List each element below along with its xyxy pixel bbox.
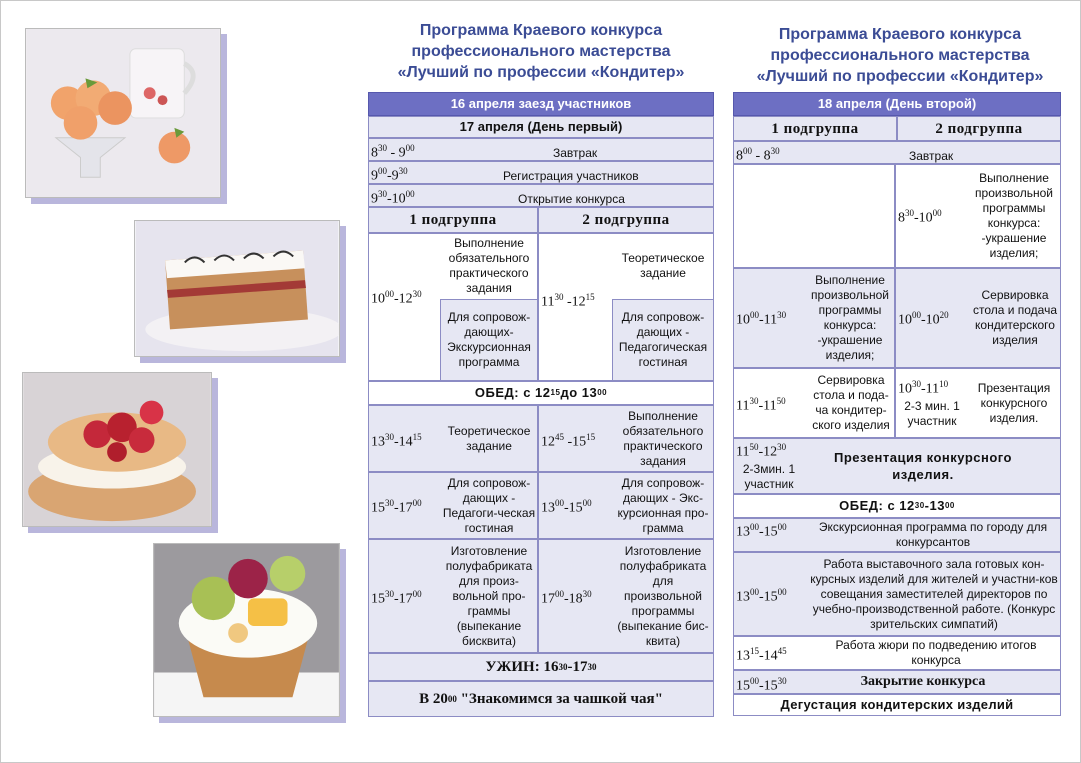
desc-excursion-2: Для сопровож-дающих - Экс-курсионная про-грамма: [617, 475, 709, 535]
time-1150-1230: $11^{50}-12^{30}$: [736, 442, 787, 460]
time-breakfast: $8^{00} - 8^{30}$: [736, 146, 780, 164]
row-breakfast: [368, 138, 714, 161]
time-1030-1110: $10^{30}-11^{10}$: [898, 379, 949, 397]
time-registration: $9^{00}-9^{30}$: [371, 166, 408, 184]
time-1000-1020: $10^{00}-10^{20}$: [898, 310, 949, 328]
subgroup-1-header: 1 подгруппа: [368, 207, 538, 233]
right-title-line: «Лучший по профессии «Кондитер»: [756, 68, 1044, 85]
desc-breakfast: Завтрак: [553, 146, 598, 160]
left-title-line: Программа Краевого конкурса: [419, 22, 663, 39]
peach-cakes-image: [26, 29, 220, 197]
desc-theory-task: Теоретическое задание: [621, 251, 705, 280]
desc-jury: Работа жюри по подведению итогов конкурса: [835, 638, 1037, 667]
photo-layer-cake: [134, 220, 340, 357]
desc-opening: Открытие конкурса: [518, 192, 625, 206]
time-1130-1215: $11^{30}$ $-12^{15}$: [541, 292, 595, 310]
time-1245-1515: $12^{45}$ $-15^{15}$: [541, 432, 596, 450]
time-1500-1530: $15^{00}-15^{30}$: [736, 676, 787, 694]
time-breakfast: $8^{30} - 9^{00}$: [371, 143, 415, 161]
raspberry-cake-image: [23, 373, 211, 526]
tea-row: В 20 00 "Знакомимся за чашкой чая": [368, 681, 714, 717]
desc-excursion: Для сопровож-дающих- Экскурсионная программа: [440, 299, 538, 381]
row-breakfast: [733, 141, 1061, 164]
desc-theory-task-2: Теоретическое задание: [447, 423, 531, 453]
day-header-17: 17 апреля (День первый): [368, 116, 714, 138]
time-830-1000: $8^{30}-10^{00}$: [898, 208, 942, 226]
empty-cell: [733, 164, 895, 268]
desc-serving: Сервировка стола и подача кондитерского изделия: [972, 288, 1058, 347]
time-1530-1700-b: $15^{30}-17^{00}$: [371, 589, 422, 607]
subgroup-1-header: 1 подгруппа: [733, 116, 897, 141]
left-title-line: профессионального мастерства: [411, 43, 671, 60]
note-1-participant: 2-3мин. 1 участник: [742, 462, 796, 491]
desc-presentation-2: Презентация конкурсного изделия.: [833, 450, 1012, 482]
desc-free-program-2: Выполнение произвольной программы конкурса: -украшение изделия;: [811, 273, 889, 362]
day-header-18: 18 апреля (День второй): [733, 92, 1061, 116]
desc-registration: Регистрация участников: [503, 169, 639, 183]
subgroup-2-header: 2 подгруппа: [897, 116, 1061, 141]
time-1300-1500-a: $13^{00}-15^{00}$: [736, 522, 787, 540]
dinner-row: УЖИН: 16 30 -17 30: [368, 653, 714, 681]
photo-peach-cakes: [25, 28, 221, 198]
desc-breakfast: Завтрак: [909, 149, 954, 163]
time-1700-1830: $17^{00}-18^{30}$: [541, 589, 592, 607]
desc-ped-lounge-2: Для сопровож-дающих - Педагоги-ческая гостиная: [442, 475, 536, 535]
time-1330-1415: $13^{30}-14^{15}$: [371, 432, 422, 450]
time-opening: $9^{30}-10^{00}$: [371, 189, 415, 207]
time-1130-1150: $11^{30}-11^{50}$: [736, 396, 786, 414]
note-1-participant: 2-3 мин. 1 участник: [904, 399, 960, 428]
desc-semi-product: Изготовление полуфабриката для произ-вольной про-граммы (выпекание бисквита): [445, 543, 533, 648]
photo-raspberry-cake: [22, 372, 212, 527]
left-schedule: [368, 92, 714, 717]
right-title: [733, 24, 1067, 87]
left-title-line: «Лучший по профессии «Кондитер»: [397, 64, 685, 81]
right-title-line: профессионального мастерства: [770, 47, 1030, 64]
desc-excursion-city: Экскурсионная программа по городу для конкурсантов: [818, 520, 1048, 549]
time-1530-1700-a: $15^{30}-17^{00}$: [371, 498, 422, 516]
subgroup-2-header: 2 подгруппа: [538, 207, 714, 233]
time-10-1230: $10^{00}-12^{30}$: [371, 289, 422, 307]
fruit-tartlet-image: [154, 544, 339, 716]
desc-closing: Закрытие конкурса: [860, 674, 986, 689]
layer-cake-image: [135, 221, 339, 356]
time-1300-1500-b: $13^{00}-15^{00}$: [736, 587, 787, 605]
desc-exhibition: Работа выставочного зала готовых кон-курсных изделий для жителей и участни-ков совещания заместителей директоров по учебно-производственной работе. (Конкурс зрительских симпатий): [810, 556, 1058, 631]
time-1315-1445: $13^{15}-14^{45}$: [736, 646, 787, 664]
desc-mandatory-task-2: Выполнение обязательного практического задания: [622, 408, 704, 468]
lunch-row: ОБЕД: с 12 30 -13 00: [733, 494, 1061, 518]
time-1300-1500: $13^{00}-15^{00}$: [541, 498, 592, 516]
time-1000-1130: $10^{00}-11^{30}$: [736, 310, 787, 328]
lunch-row: ОБЕД: с 12 15 до 13 00: [368, 381, 714, 405]
desc-mandatory-task: Выполнение обязательного практического задания: [448, 236, 530, 295]
left-title: [368, 20, 714, 83]
right-schedule: [733, 92, 1061, 716]
desc-presentation: Презентация конкурсного изделия.: [977, 380, 1051, 425]
tasting-row: Дегустация кондитерских изделий: [733, 694, 1061, 716]
right-title-line: Программа Краевого конкурса: [778, 26, 1022, 43]
desc-semi-product-2: Изготовление полуфабриката для произвольной программы (выпекание бис-квита): [617, 543, 709, 648]
photo-fruit-tartlet: [153, 543, 340, 717]
desc-free-program: Выполнение произвольной программы конкурса: -украшение изделия;: [975, 171, 1053, 260]
day-header-16: 16 апреля заезд участников: [368, 92, 714, 116]
desc-serving-2: Сервировка стола и пода-ча кондитер-ского изделия: [812, 373, 890, 432]
desc-ped-lounge: Для сопровож-дающих - Педагогическая гостиная: [612, 299, 714, 381]
